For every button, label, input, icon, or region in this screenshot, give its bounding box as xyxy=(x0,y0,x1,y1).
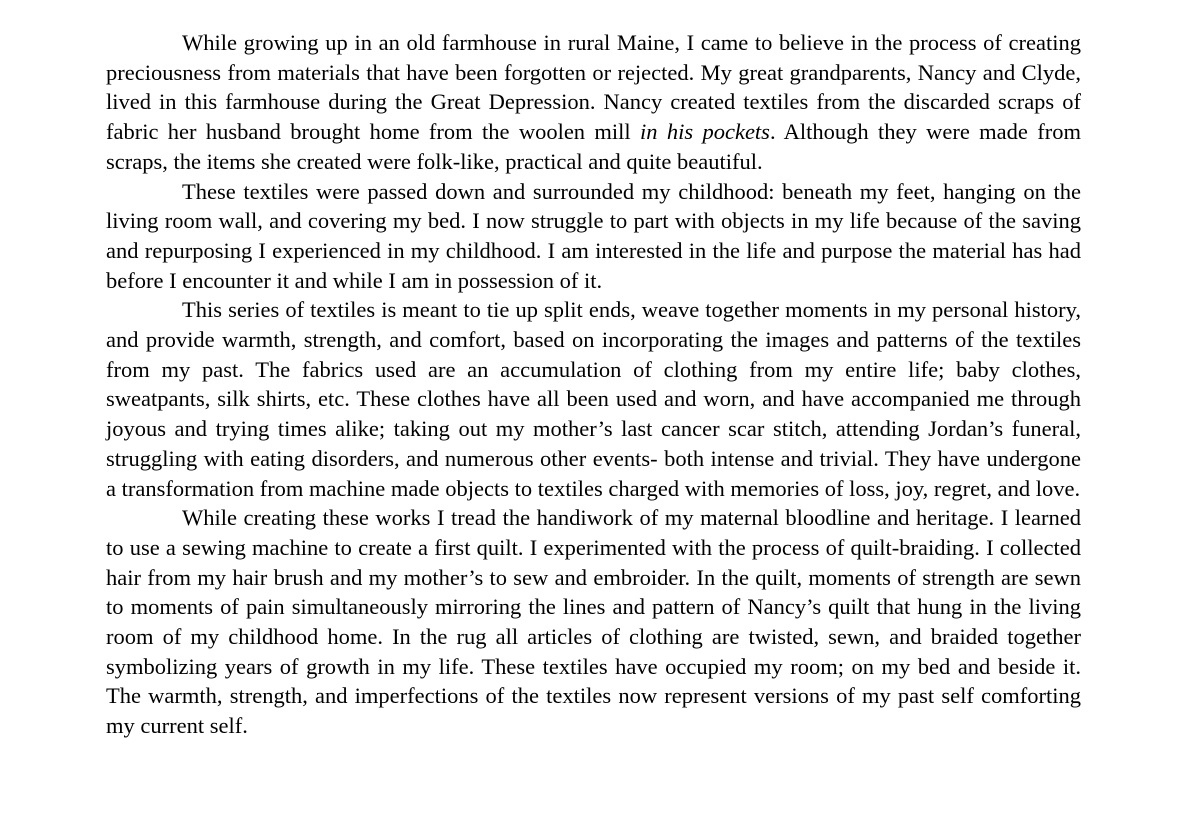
paragraph-2: These textiles were passed down and surrounded my childhood: beneath my feet, hanging on the living room wall, and covering my bed. I now struggle to part with objects in my life because of the saving and repurposing I experienced in my childhood. I am interested in the life and purpose the material has had before I encounter it and while I am in possession of it. xyxy=(106,178,1081,293)
document-page xyxy=(106,28,1081,741)
paragraph-1-emphasis: in his pockets xyxy=(640,119,770,145)
paragraph-1-text-end: . Although they were made from scraps, the items she created were folk-like, practical and quite beautiful. xyxy=(106,119,1081,174)
paragraph-1-text-start: While growing up in an old farmhouse in rural Maine, I came to believe in the process of creating preciousness from materials that have been forgotten or rejected. My great grandparents, Nancy and Clyde, lived in this farmhouse during the Great Depression. Nancy created textiles from the discarded scraps of fabric her husband brought home from the woolen mill xyxy=(106,30,1081,145)
paragraph-1 xyxy=(106,28,1081,177)
paragraph-4: While creating these works I tread the handiwork of my maternal bloodline and heritage. I learned to use a sewing machine to create a first quilt. I experimented with the process of quilt-braiding. I collected hair from my hair brush and my mother’s to sew and embroider. In the quilt, moments of strength are sewn to moments of pain simultaneously mirroring the lines and pattern of Nancy’s quilt that hung in the living room of my childhood home. In the rug all articles of clothing are twisted, sewn, and braided together symbolizing years of growth in my life. These textiles have occupied my room; on my bed and beside it. The warmth, strength, and imperfections of the textiles now represent versions of my past self comforting my current self. xyxy=(106,505,1081,739)
paragraph-3: This series of textiles is meant to tie up split ends, weave together moments in my personal history, and provide warmth, strength, and comfort, based on incorporating the images and patterns of the textiles from my past. The fabrics used are an accumulation of clothing from my entire life; baby clothes, sweatpants, silk shirts, etc. These clothes have all been used and worn, and have accompanied me through joyous and trying times alike; taking out my mother’s last cancer scar stitch, attending Jordan’s funeral, struggling with eating disorders, and numerous other events- both intense and trivial. They have undergone a transformation from machine made objects to textiles charged with memories of loss, joy, regret, and love. xyxy=(106,297,1081,501)
